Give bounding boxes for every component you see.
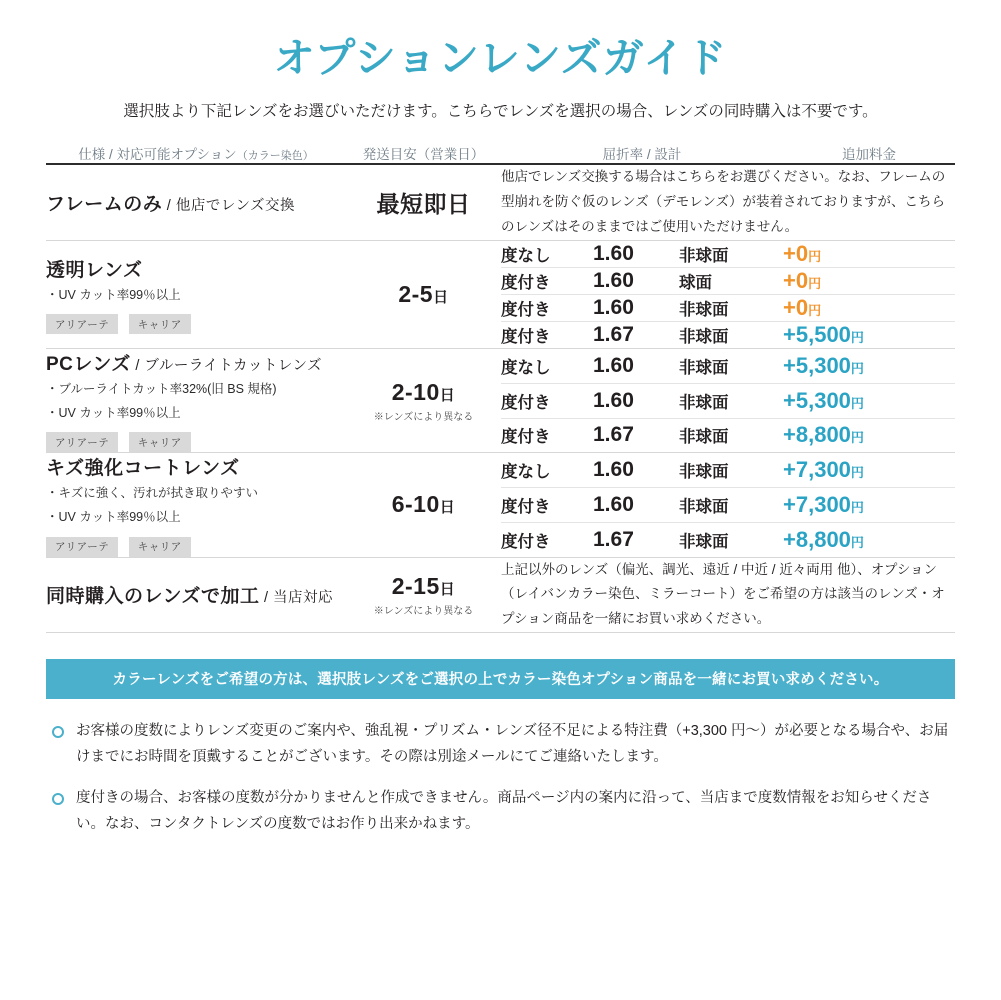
price-cell — [783, 349, 955, 384]
lens-feature: ・キズに強く、汚れが拭き取りやすい — [46, 486, 259, 501]
shipping-unit: 日 — [433, 289, 449, 306]
price-unit: 円 — [850, 465, 864, 481]
degree-value: 度付き — [501, 532, 551, 551]
list-item — [46, 719, 955, 770]
shipping-cell — [346, 349, 501, 453]
lens-description: 上記以外のレンズ（偏光、調光、遠近 / 中近 / 近々両用 他）、オプション（レイバンカラー染色、ミラーコート）をご希望の方は該当のレンズ・オプション商品を一緒にお買い求めください。 — [501, 561, 945, 627]
price-value: +0 — [783, 295, 809, 320]
lens-name-main: 透明レンズ — [46, 259, 143, 281]
shipping-cell — [346, 557, 501, 633]
note-text: お客様の度数によりレンズ変更のご案内や、強乱視・プリズム・レンズ径不足による特注費（+3,300 円〜）が必要となる場合や、お届けまでにお時間を頂戴することがございます。その際は別途メールにてご連絡いたします。 — [76, 723, 949, 765]
lens-name — [46, 581, 346, 608]
lens-name-main: 同時購入のレンズで加工 — [46, 586, 260, 608]
table-row — [46, 164, 955, 240]
design-value: 球面 — [679, 268, 783, 295]
tag-color-option: アリアーテ — [46, 432, 118, 452]
price-cell — [783, 418, 955, 453]
design-value: 非球面 — [679, 532, 729, 551]
tag-color-option: キャリア — [129, 432, 191, 452]
design-value: 非球面 — [679, 241, 783, 268]
column-header-shipping: 発送目安（営業日） — [362, 147, 485, 163]
price-cell — [783, 453, 955, 488]
design-value: 非球面 — [679, 428, 729, 447]
price-value: +8,800 — [783, 422, 851, 448]
tag-color-option: アリアーテ — [46, 314, 118, 334]
lens-name-main: PCレンズ — [46, 354, 131, 375]
price-unit: 円 — [850, 360, 864, 376]
price-unit: 円 — [850, 534, 864, 550]
lens-spec-cell — [46, 349, 346, 453]
shipping-value: 2-15 — [391, 572, 440, 599]
tag-color-option: キャリア — [129, 314, 191, 334]
index-value: 1.60 — [593, 488, 679, 523]
price-value: +7,300 — [783, 457, 851, 483]
degree-value: 度付き — [501, 488, 593, 523]
price-unit: 円 — [850, 395, 864, 411]
index-value: 1.60 — [593, 268, 679, 295]
color-lens-banner: カラーレンズをご希望の方は、選択肢レンズをご選択の上でカラー染色オプション商品を一緒にお買い求めください。 — [46, 659, 955, 699]
lens-tags — [46, 314, 346, 334]
price-value: +0 — [783, 241, 809, 266]
index-value: 1.60 — [593, 453, 679, 488]
price-cell — [783, 488, 955, 523]
lens-spec-cell — [46, 557, 346, 633]
column-header-spec-label: 仕様 / 対応可能オプション — [78, 147, 237, 163]
lens-feature: ・UV カット率99％以上 — [46, 287, 181, 302]
note-text: 度付きの場合、お客様の度数が分かりませんと作成できません。商品ページ内の案内に沿って、当店まで度数情報をお知らせください。なお、コンタクトレンズの度数ではお作り出来かねます。 — [76, 790, 932, 832]
price-value: +5,300 — [783, 387, 851, 413]
bullet-circle-icon — [52, 726, 64, 738]
design-value: 非球面 — [679, 453, 783, 488]
index-value: 1.60 — [593, 349, 679, 384]
price-value: +8,800 — [783, 526, 851, 552]
price-unit: 円 — [850, 499, 864, 515]
lens-feature: ・UV カット率99％以上 — [46, 405, 181, 420]
shipping-cell — [346, 453, 501, 557]
column-header-spec — [46, 143, 346, 164]
shipping-value: 最短即日 — [376, 191, 471, 218]
price-unit: 円 — [808, 303, 822, 318]
index-value: 1.60 — [593, 295, 679, 322]
price-unit: 円 — [808, 276, 822, 291]
page-subtitle: 選択肢より下記レンズをお選びいただけます。こちらでレンズを選択の場合、レンズの同時購入は不要です。 — [123, 103, 878, 121]
design-value: 非球面 — [679, 295, 783, 322]
degree-value: 度付き — [501, 428, 551, 447]
lens-name — [46, 453, 346, 480]
shipping-cell — [346, 164, 501, 240]
shipping-cell — [346, 241, 501, 349]
notes-list — [46, 719, 955, 837]
price-unit: 円 — [850, 430, 864, 446]
column-header-spec-note: （カラー染色） — [236, 150, 314, 163]
lens-spec-cell — [46, 164, 346, 240]
degree-value: 度なし — [501, 453, 593, 488]
column-header-price: 追加料金 — [842, 147, 896, 163]
table-header-row — [46, 143, 955, 164]
lens-name-sub: / 他店でレンズ交換 — [162, 198, 296, 215]
price-cell — [783, 241, 955, 268]
degree-value: 度付き — [501, 268, 593, 295]
index-value: 1.67 — [593, 527, 634, 551]
design-value: 非球面 — [679, 349, 783, 384]
degree-value: 度付き — [501, 328, 551, 346]
index-value: 1.67 — [593, 423, 634, 447]
degree-value: 度なし — [501, 349, 593, 384]
lens-tags — [46, 432, 346, 452]
price-value: +5,500 — [783, 322, 851, 347]
table-row — [46, 349, 955, 384]
index-value: 1.67 — [593, 323, 634, 346]
index-value: 1.60 — [593, 241, 679, 268]
lens-spec-cell — [46, 241, 346, 349]
price-value: +5,300 — [783, 352, 851, 378]
design-value: 非球面 — [679, 328, 729, 346]
bullet-circle-icon — [52, 793, 64, 805]
design-value: 非球面 — [679, 383, 783, 418]
tag-color-option: アリアーテ — [46, 537, 118, 557]
lens-name — [46, 349, 346, 376]
price-cell — [783, 383, 955, 418]
shipping-unit: 日 — [439, 580, 456, 598]
list-item — [46, 786, 955, 837]
price-cell — [783, 295, 955, 322]
price-cell — [783, 522, 955, 557]
lens-spec-cell — [46, 453, 346, 557]
shipping-note: ※レンズにより異なる — [373, 411, 474, 423]
shipping-note: ※レンズにより異なる — [373, 605, 474, 617]
tag-color-option: キャリア — [129, 537, 191, 557]
lens-name-main: フレームのみ — [46, 194, 163, 216]
table-row — [46, 241, 955, 268]
degree-value: 度なし — [501, 241, 593, 268]
lens-name-sub: / 当店対応 — [259, 590, 334, 607]
shipping-value: 2-5 — [398, 281, 434, 307]
lens-name-main: キズ強化コートレンズ — [46, 458, 240, 480]
lens-description: 他店でレンズ交換する場合はこちらをお選びください。なお、フレームの型崩れを防ぐ仮のレンズ（デモレンズ）が装着されておりますが、こちらのレンズはそのままではご使用いただけません。 — [501, 169, 946, 235]
lens-name — [46, 255, 346, 282]
index-value: 1.60 — [593, 383, 679, 418]
price-unit: 円 — [808, 249, 822, 264]
lens-feature: ・UV カット率99％以上 — [46, 509, 181, 524]
table-row — [46, 557, 955, 633]
shipping-value: 6-10 — [391, 491, 440, 518]
shipping-unit: 日 — [439, 499, 456, 517]
degree-value: 度付き — [501, 383, 593, 418]
lens-tags — [46, 537, 346, 557]
shipping-value: 2-10 — [391, 378, 440, 405]
price-value: +0 — [783, 268, 809, 293]
lens-feature: ・ブルーライトカット率32%(旧 BS 規格) — [46, 382, 277, 396]
price-value: +7,300 — [783, 491, 851, 517]
shipping-unit: 日 — [439, 386, 456, 404]
page-title: オプションレンズガイド — [273, 35, 728, 81]
lens-name — [46, 189, 346, 216]
lens-options-table — [46, 143, 955, 633]
price-cell — [783, 268, 955, 295]
design-value: 非球面 — [679, 488, 783, 523]
column-header-index: 屈折率 / 設計 — [602, 147, 682, 163]
price-cell — [783, 322, 955, 349]
lens-name-sub: / ブルーライトカットレンズ — [130, 358, 323, 374]
table-row — [46, 453, 955, 488]
price-unit: 円 — [850, 330, 864, 345]
degree-value: 度付き — [501, 295, 593, 322]
